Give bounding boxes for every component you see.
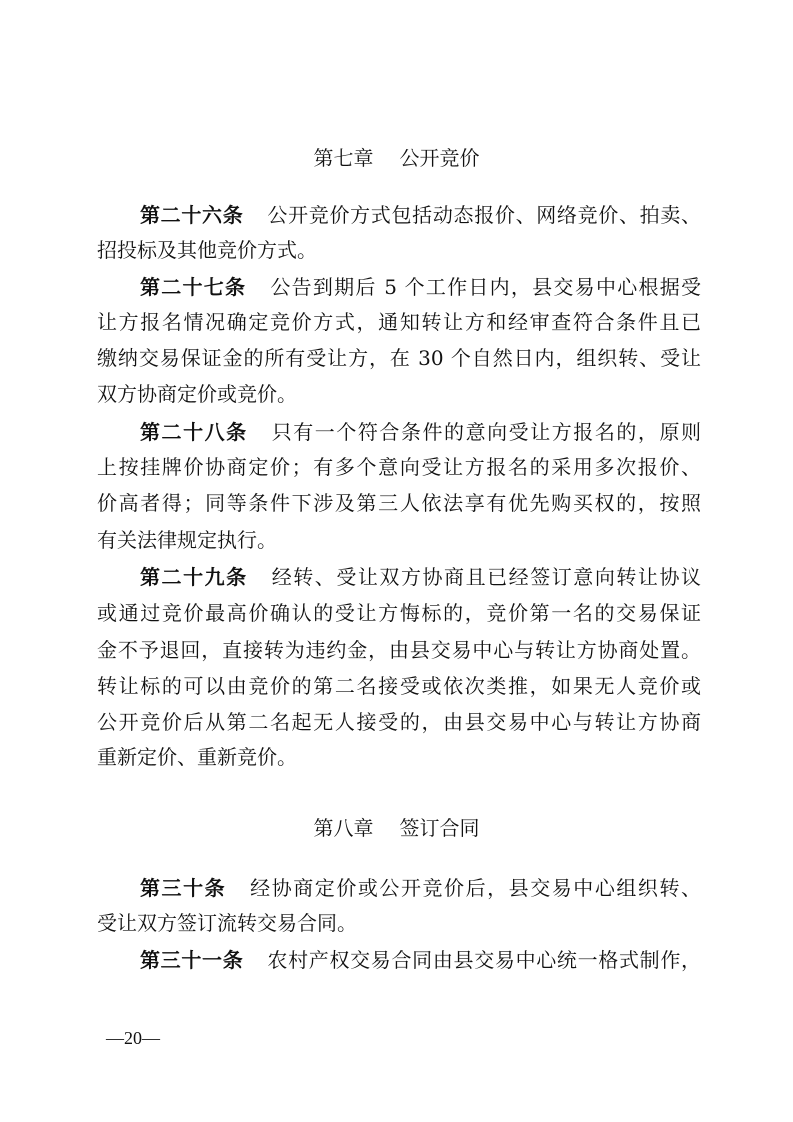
article-28-line	[140, 420, 701, 444]
article-31-line	[140, 948, 701, 972]
page-number: —20—	[106, 1028, 160, 1048]
article-text: 只有一个符合条件的意向受让方报名的，原则	[271, 420, 702, 444]
article-29-line: 金不予退回，直接转为违约金，由县交易中心与转让方协商处置。	[97, 638, 701, 662]
chapter-title: 公开竞价	[399, 146, 480, 170]
chapter-7-heading	[0, 146, 793, 170]
article-27-line: 让方报名情况确定竞价方式，通知转让方和经审查符合条件且已	[97, 310, 701, 334]
chapter-title: 签订合同	[399, 816, 480, 840]
article-26-line	[140, 203, 701, 227]
article-text: 农村产权交易合同由县交易中心统一格式制作，	[267, 948, 702, 972]
article-28-line: 价高者得；同等条件下涉及第三人依法享有优先购买权的，按照	[97, 491, 701, 515]
article-28-line: 上按挂牌价协商定价；有多个意向受让方报名的采用多次报价、	[97, 455, 701, 479]
article-label: 第三十一条	[140, 948, 244, 972]
article-text: 经协商定价或公开竞价后，县交易中心组织转、	[250, 876, 702, 900]
article-text: 公开竞价方式包括动态报价、网络竞价、拍卖、	[267, 203, 702, 227]
article-text: 公告到期后 5 个工作日内，县交易中心根据受	[270, 275, 701, 299]
article-label: 第二十八条	[140, 420, 248, 444]
article-29-line: 重新定价、重新竞价。	[97, 745, 297, 769]
article-30-line: 受让双方签订流转交易合同。	[97, 911, 357, 935]
article-29-line: 公开竞价后从第二名起无人接受的，由县交易中心与转让方协商	[97, 710, 701, 734]
article-27-line	[140, 275, 701, 299]
article-label: 第三十条	[140, 876, 227, 900]
article-label: 第二十七条	[140, 275, 247, 299]
article-28-line: 有关法律规定执行。	[97, 528, 277, 552]
article-30-line	[140, 876, 701, 900]
chapter-8-heading	[0, 816, 793, 840]
chapter-number: 第八章	[313, 816, 374, 840]
article-27-line: 双方协商定价或竞价。	[97, 382, 297, 406]
article-label: 第二十九条	[140, 565, 248, 589]
article-label: 第二十六条	[140, 203, 244, 227]
article-29-line: 转让标的可以由竞价的第二名接受或依次类推，如果无人竞价或	[97, 674, 701, 698]
article-text: 经转、受让双方协商且已经签订意向转让协议	[271, 565, 702, 589]
article-27-line: 缴纳交易保证金的所有受让方，在 30 个自然日内，组织转、受让	[97, 346, 701, 370]
article-29-line: 或通过竞价最高价确认的受让方悔标的，竞价第一名的交易保证	[97, 601, 701, 625]
article-29-line	[140, 565, 701, 589]
article-26-line: 招投标及其他竞价方式。	[97, 238, 317, 262]
chapter-number: 第七章	[313, 146, 374, 170]
